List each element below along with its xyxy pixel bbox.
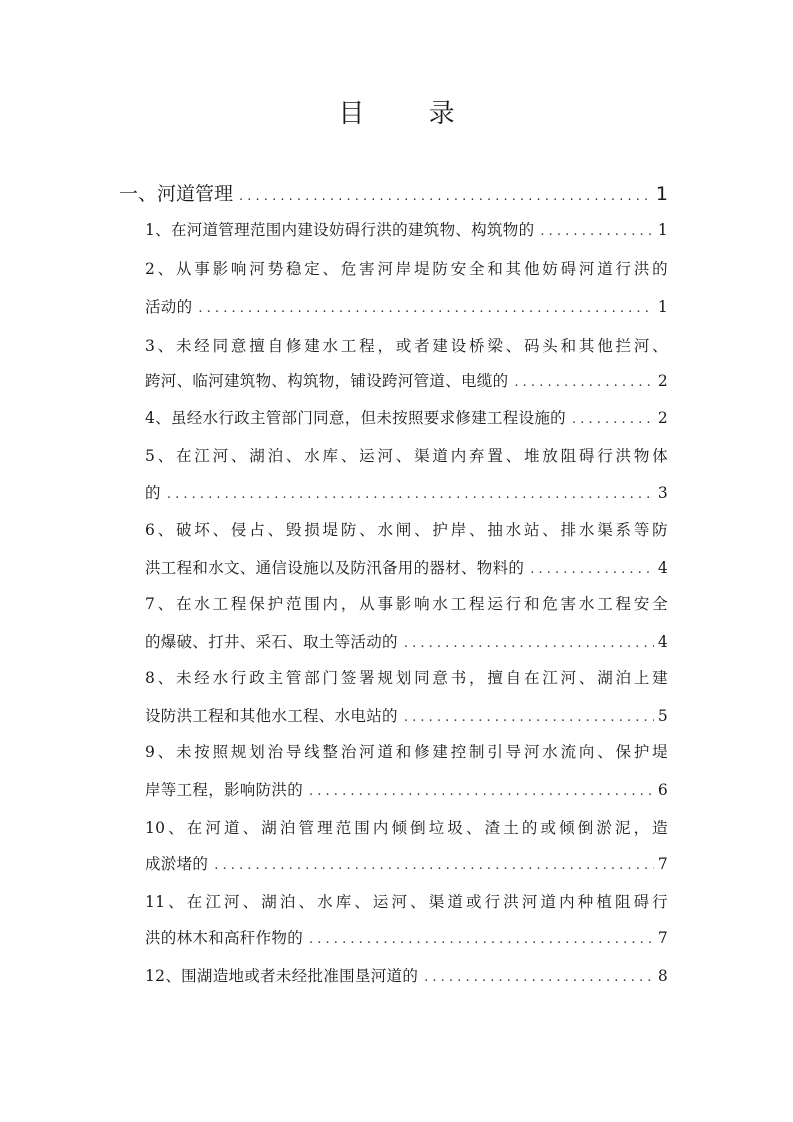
- entry-text: 7、在水工程保护范围内，从事影响水工程运行和危害水工程安全: [145, 595, 668, 613]
- entry-text: 12、围湖造地或者未经批准围垦河道的: [145, 967, 419, 985]
- toc-entry-6-continued[interactable]: [145, 556, 668, 580]
- page-number: 1: [657, 298, 668, 316]
- toc-entry-8[interactable]: [145, 666, 668, 690]
- toc-entry-2-continued[interactable]: [145, 295, 668, 319]
- dot-leader: [239, 189, 652, 204]
- dot-leader: [309, 784, 654, 799]
- page-number: 8: [657, 967, 668, 985]
- dot-leader: [572, 412, 654, 427]
- entry-text: 岸等工程，影响防洪的: [145, 781, 304, 799]
- toc-entry-7[interactable]: [145, 592, 668, 616]
- dot-leader: [424, 970, 654, 985]
- entry-text: 5、在江河、湖泊、水库、运河、渠道内弃置、堆放阻碍行洪物体: [145, 447, 668, 465]
- page-number: 7: [657, 855, 668, 873]
- page-number: 3: [657, 484, 668, 502]
- toc-entry-10[interactable]: [145, 816, 668, 840]
- entry-text: 6、破坏、侵占、毁损堤防、水闸、护岸、抽水站、排水渠系等防: [145, 521, 668, 539]
- page-number: 1: [655, 183, 668, 205]
- toc-entry-12[interactable]: [145, 964, 668, 988]
- section-label: 一、河道管理: [119, 183, 234, 205]
- entry-text: 活动的: [145, 298, 193, 316]
- toc-entry-11[interactable]: [145, 890, 668, 914]
- toc-entry-9-continued[interactable]: [145, 778, 668, 802]
- page-number: 7: [657, 929, 668, 947]
- toc-entry-4[interactable]: [145, 406, 668, 430]
- toc-entry-3[interactable]: [145, 334, 668, 358]
- dot-leader: [167, 487, 654, 502]
- entry-text: 成淤堵的: [145, 855, 209, 873]
- page-number: 2: [657, 409, 668, 427]
- toc-entry-10-continued[interactable]: [145, 852, 668, 876]
- toc-entry-11-continued[interactable]: [145, 926, 668, 950]
- entry-text: 2、从事影响河势稳定、危害河岸堤防安全和其他妨碍河道行洪的: [145, 260, 668, 278]
- page-number: 4: [657, 559, 668, 577]
- dot-leader: [540, 224, 653, 239]
- dot-leader: [198, 301, 653, 316]
- entry-text: 跨河、临河建筑物、构筑物，铺设跨河管道、电缆的: [145, 372, 509, 390]
- toc-entry-2[interactable]: [145, 257, 668, 281]
- toc-entry-8-continued[interactable]: [145, 704, 668, 728]
- dot-leader: [514, 375, 653, 390]
- page-number: 6: [657, 781, 668, 799]
- entry-text: 8、未经水行政主管部门签署规划同意书，擅自在江河、湖泊上建: [145, 669, 668, 687]
- entry-text: 4、虽经水行政主管部门同意，但未按照要求修建工程设施的: [145, 409, 566, 427]
- entry-text: 的爆破、打井、采石、取土等活动的: [145, 633, 398, 651]
- dot-leader: [214, 858, 654, 873]
- toc-entry-7-continued[interactable]: [145, 630, 668, 654]
- dot-leader: [404, 636, 654, 651]
- entry-text: 的: [145, 484, 161, 502]
- page-number: 4: [657, 633, 668, 651]
- entry-text: 9、未按照规划治导线整治河道和修建控制引导河水流向、保护堤: [145, 743, 668, 761]
- entry-text: 洪工程和水文、通信设施以及防汛备用的器材、物料的: [145, 559, 525, 577]
- dot-leader: [404, 710, 654, 725]
- page-number: 5: [657, 707, 668, 725]
- toc-entry-5[interactable]: [145, 444, 668, 468]
- page-number: 1: [657, 221, 668, 239]
- toc-entry-6[interactable]: [145, 518, 668, 542]
- toc-entry-9[interactable]: [145, 740, 668, 764]
- toc-entry-3-continued[interactable]: [145, 369, 668, 393]
- toc-entry-1[interactable]: [145, 218, 668, 242]
- dot-leader: [530, 562, 654, 577]
- entry-text: 10、在河道、湖泊管理范围内倾倒垃圾、渣土的或倾倒淤泥，造: [145, 819, 668, 837]
- entry-text: 设防洪工程和其他水工程、水电站的: [145, 707, 398, 725]
- entry-text: 11、在江河、湖泊、水库、运河、渠道或行洪河道内种植阻碍行: [145, 893, 668, 911]
- toc-section-heading[interactable]: [119, 179, 668, 207]
- toc-entry-5-continued[interactable]: [145, 481, 668, 505]
- page-title: 目 录: [338, 99, 483, 129]
- entry-text: 3、未经同意擅自修建水工程，或者建设桥梁、码头和其他拦河、: [145, 337, 668, 355]
- entry-text: 1、在河道管理范围内建设妨碍行洪的建筑物、构筑物的: [145, 221, 535, 239]
- page-number: 2: [657, 372, 668, 390]
- entry-text: 洪的林木和高秆作物的: [145, 929, 304, 947]
- dot-leader: [309, 932, 654, 947]
